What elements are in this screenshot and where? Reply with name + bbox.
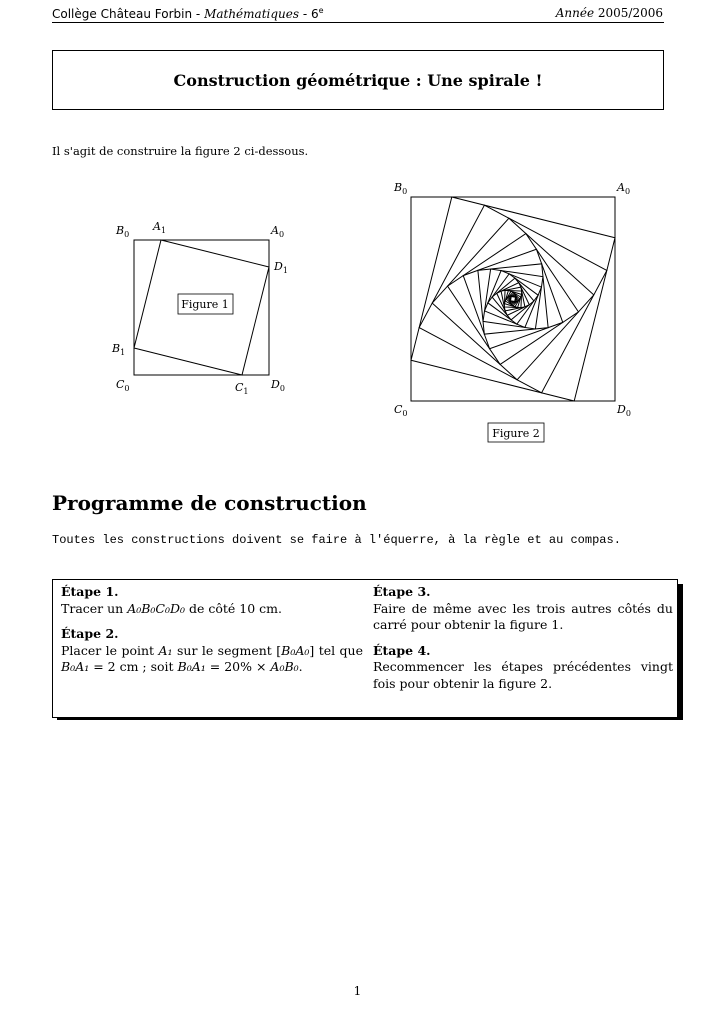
grade-superscript: e [318,6,324,15]
figure-1 [100,210,315,410]
school-name: Collège Château Forbin [52,7,193,21]
fig1-label-a0: $A_0$ [271,224,285,239]
intro-text: Il s'agit de construire la figure 2 ci-dessous. [52,144,309,158]
step-4-body: Recommencer les étapes précédentes vingt fois pour obtenir la figure 2. [373,659,673,691]
header-rule [52,22,664,23]
spiral-square-0 [411,197,615,401]
fig2-label-d0: $D_0$ [617,403,631,418]
subject-name: Mathématiques [204,7,300,21]
year-value: 2005/2006 [597,6,663,20]
figure-2 [380,170,650,450]
grade-level: 6 [311,7,319,21]
spiral-square-9 [488,274,538,324]
header-right [556,6,663,20]
steps-column-left [61,584,363,676]
section-title: Programme de construction [52,491,367,515]
spiral-square-10 [492,278,534,320]
spiral-square-7 [483,269,543,329]
spiral-square-5 [463,249,563,349]
section-intro: Toutes les constructions doivent se faire à l'équerre, à la règle et au compas. [52,533,621,547]
spiral-square-11 [497,283,530,316]
step-2-title: Étape 2. [61,626,119,641]
fig1-label-b1: $B_1$ [112,342,126,357]
header-separator: - [192,7,205,21]
fig1-caption: Figure 1 [181,298,229,311]
step-3-body: Faire de même avec les trois autres côtés du carré pour obtenir la figure 1. [373,600,673,632]
spiral-square-2 [419,205,607,393]
fig1-label-d0: $D_0$ [271,378,285,393]
fig2-label-c0: $C_0$ [394,403,408,418]
fig2-caption: Figure 2 [492,427,540,440]
step-1-math: A₀B₀C₀D₀ [127,600,186,616]
fig2-spiral [411,197,615,401]
step-1-title: Étape 1. [61,584,119,599]
step-1-body: Tracer un A₀B₀C₀D₀ de côté 10 cm. [61,600,283,616]
step-2-body: Placer le point A₁ sur le segment [B₀A₀] tel que B₀A₁ = 2 cm ; soit B₀A₁ = 20% × A₀B₀. [61,642,363,674]
fig2-label-a0: $A_0$ [617,181,631,196]
header-left [52,6,324,21]
fig1-label-d1: $D_1$ [274,260,288,275]
spiral-square-4 [448,234,579,365]
fig1-label-a1: $A_1$ [153,220,167,235]
steps-box [52,579,678,718]
fig1-label-c0: $C_0$ [116,378,130,393]
spiral-square-20 [510,296,515,301]
spiral-square-8 [485,271,542,328]
spiral-square-6 [478,264,548,334]
spiral-square-1 [411,197,615,401]
steps-column-right [373,584,673,692]
step-4-title: Étape 4. [373,642,431,658]
fig1-label-c1: $C_1$ [235,381,249,396]
page-title: Construction géométrique : Une spirale ! [173,70,543,90]
fig1-label-b0: $B_0$ [116,224,130,239]
fig2-label-b0: $B_0$ [394,181,408,196]
header-separator-2: - [299,7,311,21]
step-3-title: Étape 3. [373,584,431,599]
year-label: Année [555,6,595,20]
page-number: 1 [353,984,362,998]
title-box [52,50,664,110]
